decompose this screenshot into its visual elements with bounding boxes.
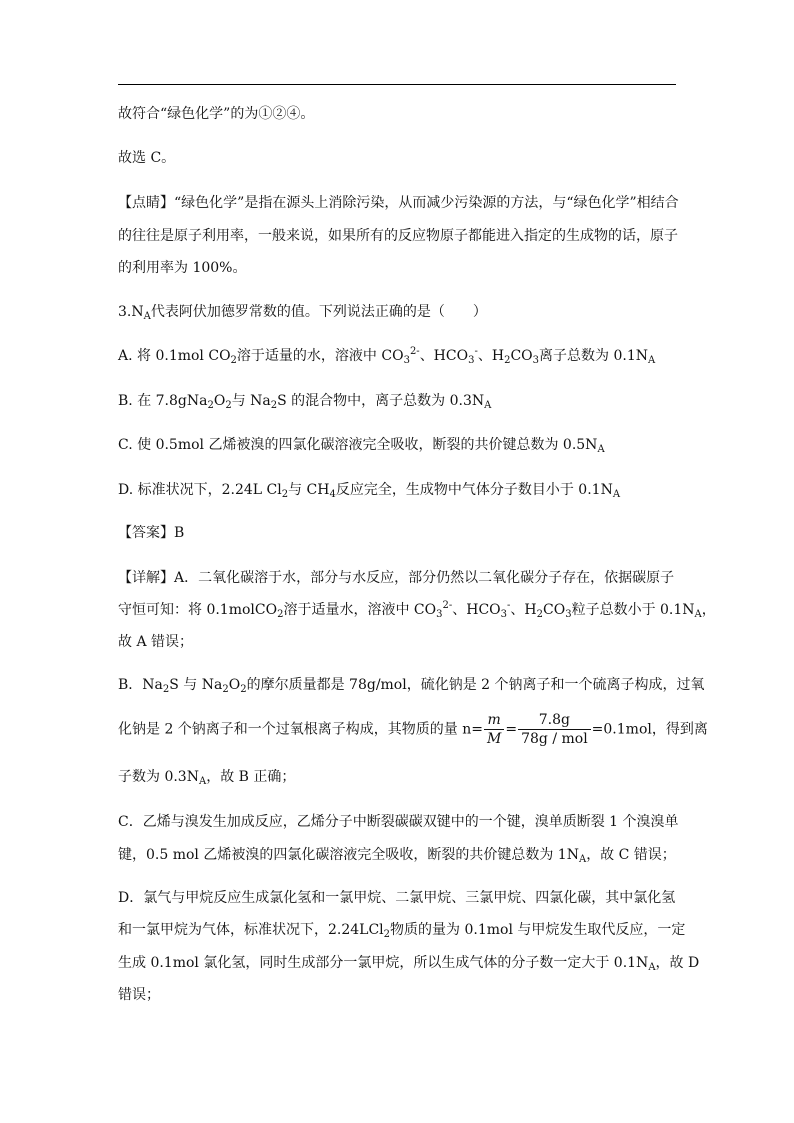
option-c: C. 使 0.5mol 乙烯被溴的四氯化碳溶液完全吸收，断裂的共价键总数为 $0.5N_A$ [118,437,605,455]
text-line: 故符合“绿色化学”的为①②④。 [118,106,315,122]
fraction-mass-over-molar-mass: $\frac{7.8g}{\text{78g / mol}}$ [518,711,591,748]
text-line: 故选 C。 [118,150,176,166]
question-stem: $3.N_A$代表阿伏加德罗常数的值。下列说法正确的是（ ） [118,304,487,322]
option-b: B. 在 $7.8gNa_2O_2$与 $Na_2S$ 的混合物中，离子总数为 $0.3N_A$ [118,393,492,411]
fraction-m-over-M: $\frac{m}{M}$ [484,711,504,748]
tip-line: 的利用率为 100%。 [118,260,247,276]
tip-line: 【点睛】“绿色化学”是指在源头上消除污染，从而减少污染源的方法，与“绿色化学”相结合 [118,195,679,211]
explanation-line: 生成 0.1mol 氯化氢，同时生成部分一氯甲烷，所以生成气体的分子数一定大于 $0.1N_A$，故 D [118,955,700,973]
option-d: D. 标准状况下，2.24L $Cl_2$与 $CH_4$反应完全，生成物中气体分子数目小于 $0.1N_A$ [118,482,621,500]
explanation-line: D．氯气与甲烷反应生成氯化氢和一氯甲烷、二氯甲烷、三氯甲烷、四氯化碳，其中氯化氢 [118,890,676,906]
explanation-line: 守恒可知：将 0.1molCO$_2$溶于适量水，溶液中 $CO_3^{2-}$、$HCO_3^-$、$H_2CO_3$粒子总数小于 $0.1N_A$， [118,600,716,620]
header-rule [118,84,676,85]
explanation-line: 【详解】A．二氧化碳溶于水，部分与水反应，部分仍然以二氧化碳分子存在，依据碳原子 [118,570,675,586]
explanation-formula-line: 化钠是 2 个钠离子和一个过氧根离子构成，其物质的量 n= $\frac{m}{M}$ = $\frac{7.8g}{\text{78g / mol}}$ =0.1mol，得到离 [118,712,708,747]
explanation-line: 错误； [118,987,160,1003]
answer-line: 【答案】B [118,525,185,541]
explanation-line: 和一氯甲烷为气体，标准状况下，2.24LCl$_2$物质的量为 0.1mol 与甲烷发生取代反应，一定 [118,922,686,940]
explanation-line: B．$Na_2S$ 与 $Na_2O_2$的摩尔质量都是 78g/mol，硫化钠是 2 个钠离子和一个硫离子构成，过氧 [118,677,705,695]
explanation-line: 故 A 错误； [118,634,194,650]
option-a: A. 将 0.1mol $CO_2$溶于适量的水，溶液中 $CO_3^{2-}$、$HCO_3^-$、$H_2CO_3$离子总数为 $0.1N_A$ [118,346,656,366]
tip-line: 的往往是原子利用率，一般来说，如果所有的反应物原子都能进入指定的生成物的话，原子 [118,228,678,244]
explanation-line: 键，0.5 mol 乙烯被溴的四氯化碳溶液完全吸收，断裂的共价键总数为 $1N_A$，故 C 错误； [118,847,676,865]
explanation-line: C．乙烯与溴发生加成反应，乙烯分子中断裂碳碳双键中的一个键，溴单质断裂 1 个溴溴单 [118,814,679,830]
explanation-line: 子数为 $0.3N_A$，故 B 正确； [118,769,296,787]
